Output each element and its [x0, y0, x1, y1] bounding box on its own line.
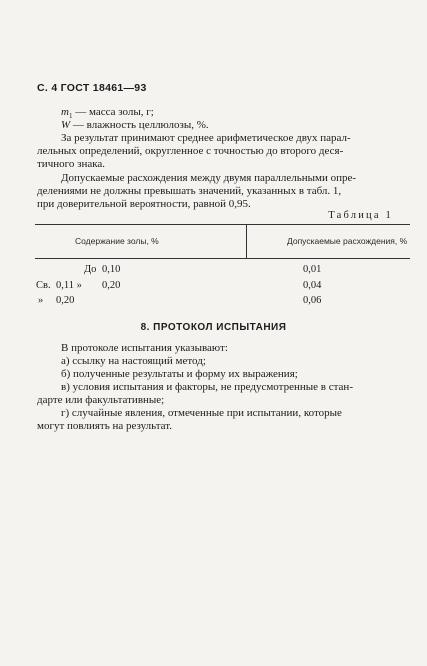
ash-value: 0,10 [102, 264, 121, 275]
protocol-line: В протоколе испытания указывают: [61, 342, 228, 354]
ash-value: 0,20 [102, 280, 121, 291]
ash-value: 0,20 [56, 295, 75, 306]
ash-word: » [38, 295, 44, 306]
protocol-line: б) полученные результаты и форму их выражения; [61, 368, 298, 380]
deviation-value: 0,06 [303, 295, 322, 306]
paragraph-line: тичного знака. [37, 158, 106, 170]
protocol-line: а) ссылку на настоящий метод; [61, 355, 206, 367]
subscript: 1 [68, 112, 73, 121]
page-header: С. 4 ГОСТ 18461—93 [37, 82, 147, 94]
definition-text: — влажность целлюлозы, %. [70, 119, 209, 131]
protocol-line: г) случайные явления, отмеченные при испытании, которые [61, 407, 342, 419]
deviation-value: 0,04 [303, 280, 322, 291]
definition-text: — масса золы, г; [72, 106, 154, 118]
table-title: Таблица 1 [328, 210, 393, 221]
protocol-line: в) условия испытания и факторы, не предусмотренные в стан- [61, 381, 353, 393]
column-header-deviation: Допускаемые расхождения, % [287, 236, 408, 246]
symbol: W [61, 119, 71, 131]
definition-w [61, 119, 209, 132]
paragraph-line: Допускаемые расхождения между двумя параллельными опре- [61, 172, 357, 184]
protocol-line: могут повлиять на результат. [37, 420, 172, 432]
paragraph-line: при доверительной вероятности, равной 0,95. [37, 198, 251, 210]
table-column-divider [246, 224, 247, 258]
column-header-ash: Содержание золы, % [75, 236, 159, 246]
table-header-rule [35, 258, 410, 259]
section-title: 8. ПРОТОКОЛ ИСПЫТАНИЯ [140, 322, 287, 333]
paragraph-line: делениями не должны превышать значений, указанных в табл. 1, [37, 185, 342, 197]
tolerance-table [35, 224, 410, 324]
ash-word: 0,11 » [56, 280, 82, 291]
ash-prefix: Св. [36, 280, 51, 291]
deviation-value: 0,01 [303, 264, 322, 275]
paragraph-line: лельных определений, округленное с точностью до второго деся- [37, 145, 344, 157]
protocol-line: дарте или факультативные; [37, 394, 165, 406]
table-top-rule [35, 224, 410, 225]
paragraph-line: За результат принимают среднее арифметическое двух парал- [61, 132, 351, 144]
symbol: m [61, 106, 69, 118]
ash-word: До [84, 264, 97, 275]
